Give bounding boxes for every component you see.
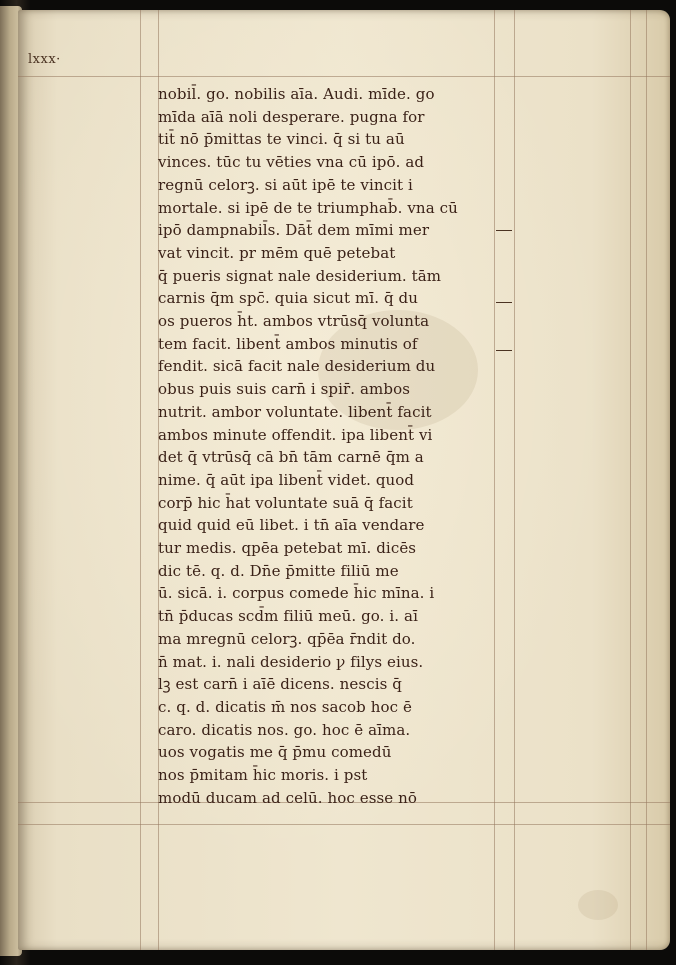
manuscript-line: vinces. tūc tu vēties vna cū ipō. ad <box>158 153 425 172</box>
manuscript-line: q̄ pueris signat nale desiderium. tām <box>158 266 442 285</box>
manuscript-line: regnū celorꝫ. si aūt ipē te vincit i <box>158 175 413 194</box>
manuscript-line: nutrit. ambor voluntate. libent̄ facit <box>158 402 432 421</box>
manuscript-line: nime. q̄ aūt ipa libent̄ videt. quod <box>158 470 415 489</box>
manuscript-line: mīda aīā noli desperare. pugna for <box>158 107 425 126</box>
manuscript-folio <box>18 10 670 950</box>
folio-number: lxxx· <box>28 52 61 67</box>
manuscript-line: uos vogatis me q̄ p̄mu comedū <box>158 743 392 762</box>
ruling-line <box>140 10 141 950</box>
main-text-column <box>158 82 498 812</box>
manuscript-line: nobil̄. go. nobilis aīa. Audi. mīde. go <box>158 85 435 103</box>
ruling-line <box>514 10 515 950</box>
ruling-line <box>18 76 670 77</box>
ruling-line <box>18 824 670 825</box>
manuscript-line: ū. sicā. i. corpus comede h̄ic mīna. i <box>158 584 435 603</box>
manuscript-line: quid quid eū libet. i tn̄ aīa vendare <box>158 516 425 535</box>
manuscript-line: lꝫ est carn̄ i aīē dicens. nescis q̄ <box>158 675 402 694</box>
manuscript-line: modū ducam ad celū. hoc esse nō <box>158 788 418 807</box>
manuscript-line: os pueros h̄t. ambos vtrūsq̄ volunta <box>158 312 430 330</box>
manuscript-line: ipō dampnabil̄s. Dāt̄ dem mīmi mer <box>158 221 430 240</box>
parchment-stain <box>578 890 618 920</box>
manuscript-line: obus puis suis carn̄ i spir̄. ambos <box>158 380 411 399</box>
manuscript-line: carnis q̄m spc̄. quia sicut mī. q̄ du <box>158 289 418 308</box>
manuscript-line: tem facit. libent̄ ambos minutis of <box>158 334 418 353</box>
manuscript-line: caro. dicatis nos. go. hoc ē aīma. <box>158 720 411 739</box>
manuscript-line: mortale. si ipē de te triumphab̄. vna cū <box>158 198 458 217</box>
manuscript-line: det q̄ vtrūsq̄ cā bn̄ tām carnē q̄m a <box>158 448 424 467</box>
manuscript-line: c. q. d. dicatis m̄ nos sacob hoc ē <box>158 697 412 716</box>
manuscript-line: corp̄ hic h̄at voluntate suā q̄ facit <box>158 493 413 512</box>
manuscript-line: dic tē. q. d. Dn̄e p̄mitte filiū me <box>158 561 399 580</box>
manuscript-line: tn̄ p̄ducas scd̄m filiū meū. go. i. aī <box>158 607 418 626</box>
margin-line-mark <box>496 230 512 231</box>
manuscript-line: tit̄ nō p̄mittas te vinci. q̄ si tu aū <box>158 130 405 149</box>
margin-line-mark <box>496 302 512 303</box>
margin-line-mark <box>496 350 512 351</box>
manuscript-line: n̄ mat. i. nali desiderio ꝩ filys eius. <box>158 652 424 671</box>
manuscript-line: ambos minute offendit. ipa libent̄ vi <box>158 425 433 444</box>
ruling-line <box>646 10 647 950</box>
manuscript-line: fendit. sicā facit nale desiderium du <box>158 357 436 376</box>
manuscript-line: tur medis. qpēa petebat mī. dicēs <box>158 539 417 557</box>
manuscript-line: nos p̄mitam h̄ic moris. i pst <box>158 766 368 784</box>
manuscript-line: vat vincit. pr mēm quē petebat <box>158 243 396 262</box>
manuscript-line: ma mregnū celorꝫ. qp̄ēa r̄ndit do. <box>158 629 416 648</box>
ruling-line <box>630 10 631 950</box>
